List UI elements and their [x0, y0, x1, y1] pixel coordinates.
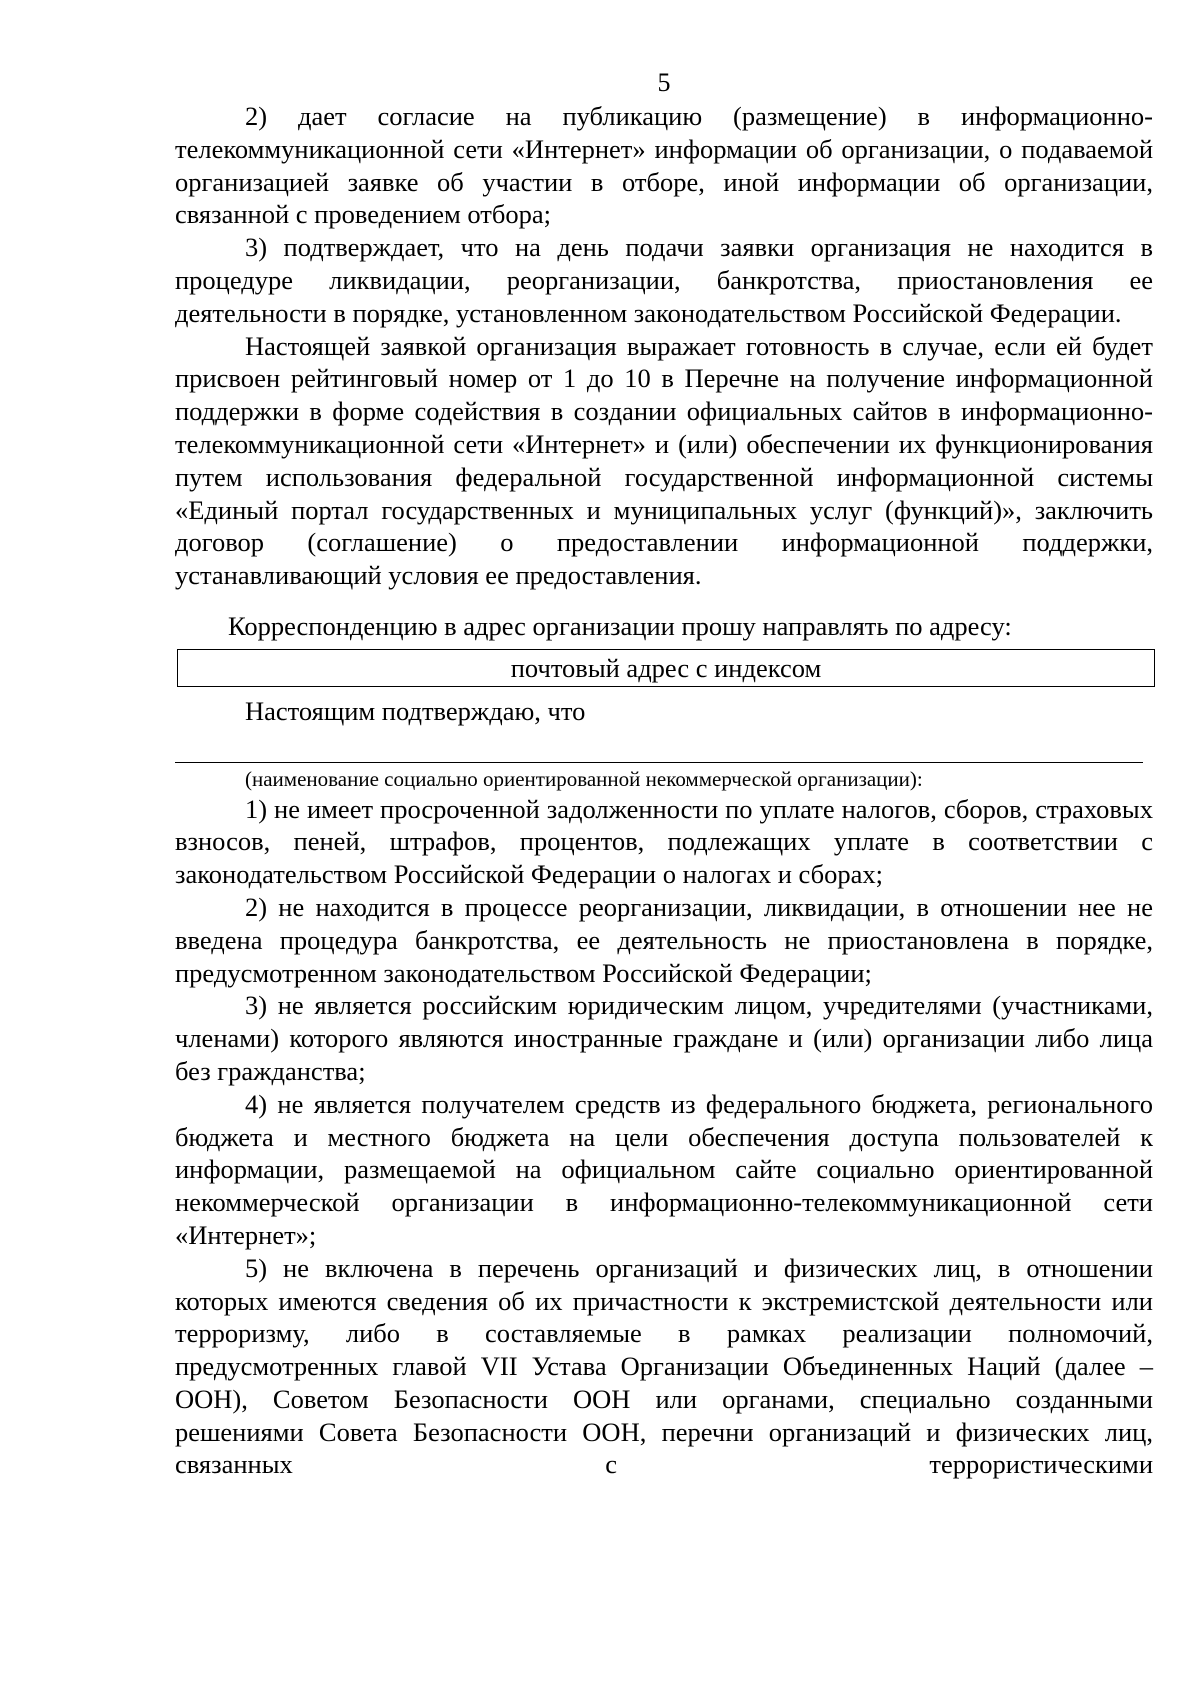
confirm-text: Настоящим подтверждаю, что	[245, 695, 586, 726]
correspondence-text: Корреспонденцию в адрес организации прошу направлять по адресу:	[228, 610, 1012, 641]
paragraph-no-debt: 1) не имеет просроченной задолженности по уплате налогов, сборов, страховых взносов, пеней, штрафов, процентов, подлежащих уплате в соответствии с законодательством Российской Федерации о налогах и сборах;	[175, 793, 1153, 890]
paragraph-not-extremist: 5) не включена в перечень организаций и физических лиц, в отношении которых имеются сведения об их причастности к экстремистской деятельности или терроризму, либо в составляемые в рамках реализации полномочий, предусмотренных главой VII Устава Организации Объединенных Наций (далее – ООН), Советом Безопасности ООН или органами, специально созданными решениями Совета Безопасности ООН, перечни организаций и физических лиц, связанных с террористическими	[175, 1252, 1153, 1480]
paragraph-not-recipient: 4) не является получателем средств из федерального бюджета, регионального бюджета и местного бюджета на цели обеспечения доступа пользователей к информации, размещаемой на официальном сайте социально ориентированной некоммерческой организации в информационно-телекоммуникационной сети «Интернет»;	[175, 1088, 1153, 1250]
postal-address-field[interactable]	[177, 649, 1155, 687]
paragraph-no-reorganization: 2) не находится в процессе реорганизации, ликвидации, в отношении нее не введена процедура банкротства, ее деятельность не приостановлена в порядке, предусмотренном законодательством Российской Федерации;	[175, 891, 1153, 988]
paragraph-no-liquidation: 3) подтверждает, что на день подачи заявки организация не находится в процедуре ликвидации, реорганизации, банкротства, приостановления ее деятельности в порядке, установленном законодательством Российской Федерации.	[175, 232, 1153, 328]
document-page	[175, 68, 1153, 1481]
page-number: 5	[657, 68, 671, 97]
paragraph-not-foreign: 3) не является российским юридическим лицом, учредителями (участниками, членами) которого являются иностранные граждане и (или) организации либо лица без гражданства;	[175, 990, 1153, 1086]
organization-name-caption: (наименование социально ориентированной некоммерческой организации):	[245, 766, 923, 791]
spacer	[175, 592, 1153, 610]
organization-name-field[interactable]	[175, 728, 1143, 763]
paragraph-readiness: Настоящей заявкой организация выражает готовность в случае, если ей будет присвоен рейтинговый номер от 1 до 10 в Перечне на получение информационной поддержки в форме содействия в создании официальных сайтов в информационно-телекоммуникационной сети «Интернет» и (или) обеспечении их функционирования путем использования федеральной государственной информационной системы «Единый портал государственных и муниципальных услуг (функций)», заключить договор (соглашение) о предоставлении информационной поддержки, устанавливающий условия ее предоставления.	[175, 330, 1153, 591]
postal-address-label: почтовый адрес с индексом	[510, 652, 822, 683]
paragraph-consent-publication: 2) дает согласие на публикацию (размещение) в информационно-телекоммуникационной сети «Интернет» информации об организации, о подаваемой организацией заявке об участии в отборе, иной информации об организации, связанной с проведением отбора;	[175, 101, 1153, 230]
